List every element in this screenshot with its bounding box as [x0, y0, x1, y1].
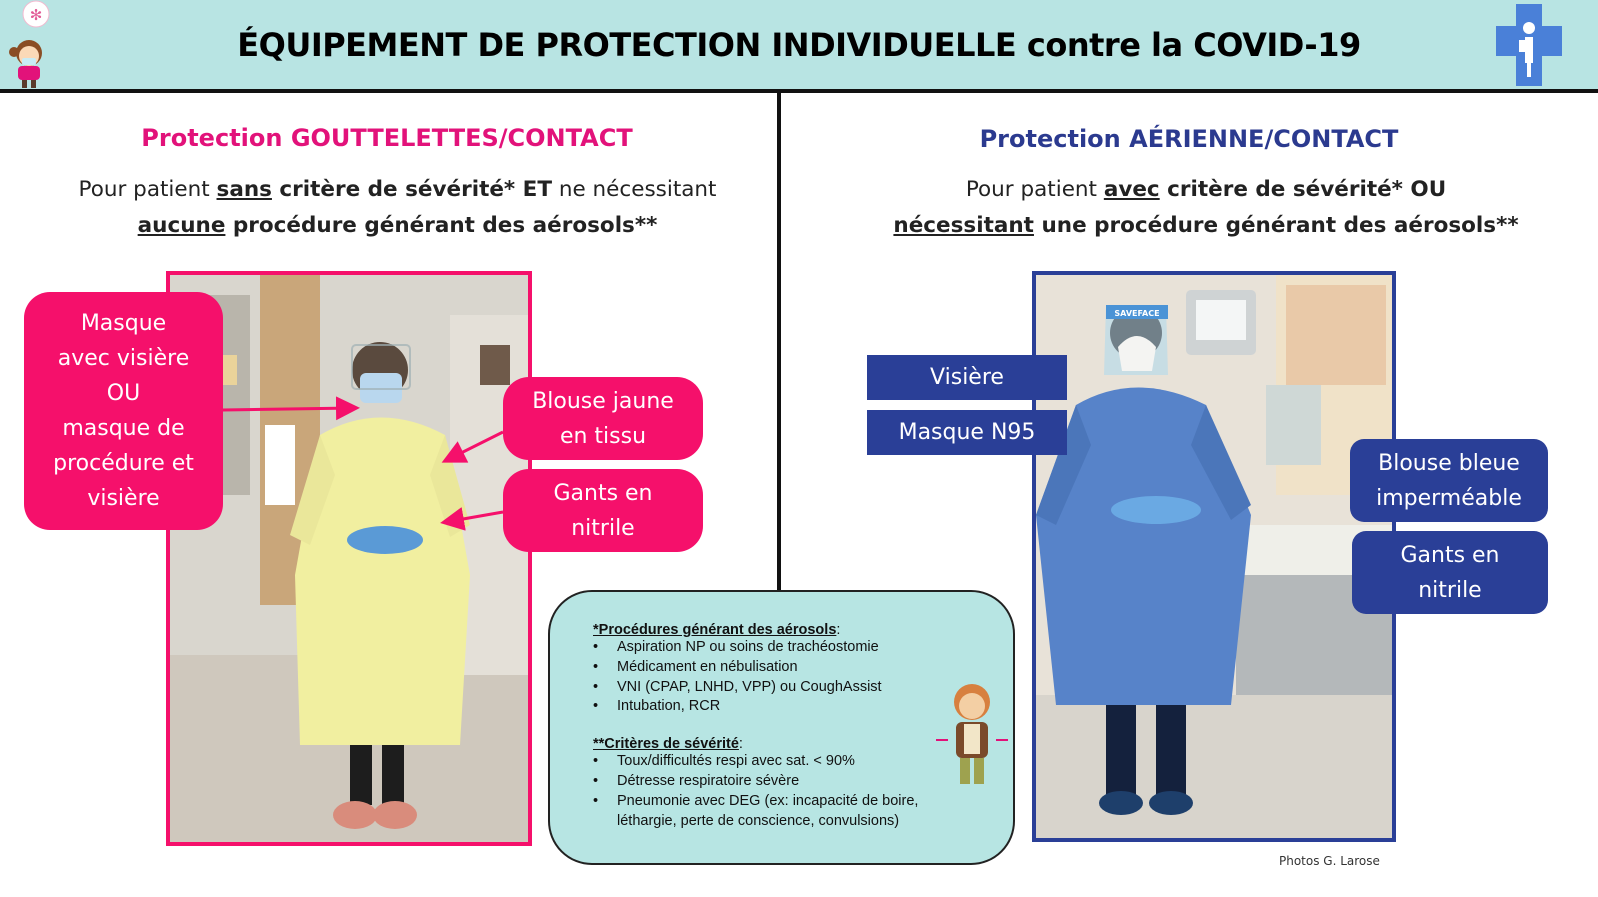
label-line: en tissu — [559, 423, 647, 449]
left-section-title: Protection GOUTTELETTES/CONTACT — [141, 124, 633, 152]
label-line: visière — [87, 486, 160, 511]
label-line: procédure et — [53, 451, 194, 476]
left-sub-l1a: Pour patient — [78, 177, 217, 202]
right-sub-l1c: critère de sévérité* OU — [1159, 177, 1447, 202]
list-item: • Aspiration NP ou soins de trachéostomie — [593, 638, 973, 658]
right-subtitle — [800, 172, 1598, 244]
list-item: • Intubation, RCR — [593, 697, 973, 717]
label-line: Blouse jaune — [532, 388, 674, 414]
list-item: • Médicament en nébulisation — [593, 658, 973, 678]
saveface-text: SAVEFACE — [1114, 309, 1160, 318]
right-section-title: Protection AÉRIENNE/CONTACT — [979, 125, 1399, 153]
blue-gown-person-image — [1036, 275, 1392, 838]
photo-credit: Photos G. Larose — [1279, 854, 1380, 868]
label-line: avec visière — [57, 346, 190, 371]
right-subtitle-line2 — [782, 208, 1598, 244]
criteria-title: **Critères de sévérité — [593, 736, 739, 753]
center-divider — [777, 93, 781, 593]
procedures-list — [593, 638, 973, 717]
right-sub-l2b: une procédure générant des aérosols** — [1033, 213, 1519, 238]
right-photo — [1032, 271, 1396, 842]
label-nitrile-gloves-right — [1352, 531, 1548, 614]
left-sub-l1d: ne nécessitant — [552, 177, 717, 202]
sneezing-elder-icon — [934, 680, 1012, 790]
medical-cross-person-icon — [1494, 0, 1564, 90]
left-subtitle-line1 — [0, 172, 795, 208]
label-nitrile-gloves-left — [503, 469, 703, 552]
definitions-box — [548, 590, 1015, 865]
yellow-gown-person-image — [170, 275, 528, 842]
right-sub-l1a: Pour patient — [965, 177, 1104, 202]
list-item: • Toux/difficultés respi avec sat. < 90% — [593, 752, 973, 772]
right-subtitle-line1 — [782, 172, 1598, 208]
left-subtitle-line2 — [0, 208, 795, 244]
svg-text:✻: ✻ — [29, 6, 43, 24]
label-line: Blouse bleue — [1378, 450, 1520, 476]
label-line: Masque — [80, 311, 167, 336]
left-sub-l2a: aucune — [137, 213, 226, 238]
label-line: imperméable — [1376, 485, 1522, 511]
procedures-title: *Procédures générant des aérosols — [593, 622, 837, 638]
page-title: ÉQUIPEMENT DE PROTECTION INDIVIDUELLE contre la COVID-19 — [237, 26, 1361, 64]
label-line: OU — [106, 381, 141, 406]
definitions-content: *Procédures générant des aérosols: • Aspiration NP ou soins de trachéostomie • Médicament en nébulisation • VNI (CPAP, LNHD, VPP) ou CoughAssist • Intubation, RCR **Critères de sévérité: • Toux/difficultés respi avec sat. < 90% • Détresse respiratoire sévère • Pneumonie avec DEG (ex: incapacité de boire, léthargie, perte de conscience, convulsions) — [593, 622, 973, 831]
label-n95-mask: Masque N95 — [867, 410, 1067, 455]
criteria-list — [593, 752, 973, 831]
label-blue-gown — [1350, 439, 1548, 522]
list-item: • Détresse respiratoire sévère — [593, 772, 973, 792]
label-mask-visor-text — [53, 306, 194, 516]
label-line: nitrile — [571, 515, 635, 541]
list-item: • VNI (CPAP, LNHD, VPP) ou CoughAssist — [593, 678, 973, 698]
left-subtitle — [0, 172, 795, 244]
label-line: Gants en — [553, 480, 653, 506]
label-line: nitrile — [1418, 577, 1482, 603]
label-line: masque de — [62, 416, 185, 441]
label-yellow-gown — [503, 377, 703, 460]
label-line: Gants en — [1400, 542, 1500, 568]
list-item: • Pneumonie avec DEG (ex: incapacité de boire, léthargie, perte de conscience, convulsions) — [593, 792, 962, 832]
label-visor: Visière — [867, 355, 1067, 400]
left-sub-l1b: sans — [216, 177, 272, 202]
child-with-mask-icon — [0, 0, 60, 92]
right-sub-l1b: avec — [1103, 177, 1160, 202]
left-sub-l2b: procédure générant des aérosols** — [225, 213, 658, 238]
label-mask-visor — [24, 292, 223, 530]
right-sub-l2a: nécessitant — [893, 213, 1034, 238]
left-sub-l1c: critère de sévérité* ET — [271, 177, 553, 202]
